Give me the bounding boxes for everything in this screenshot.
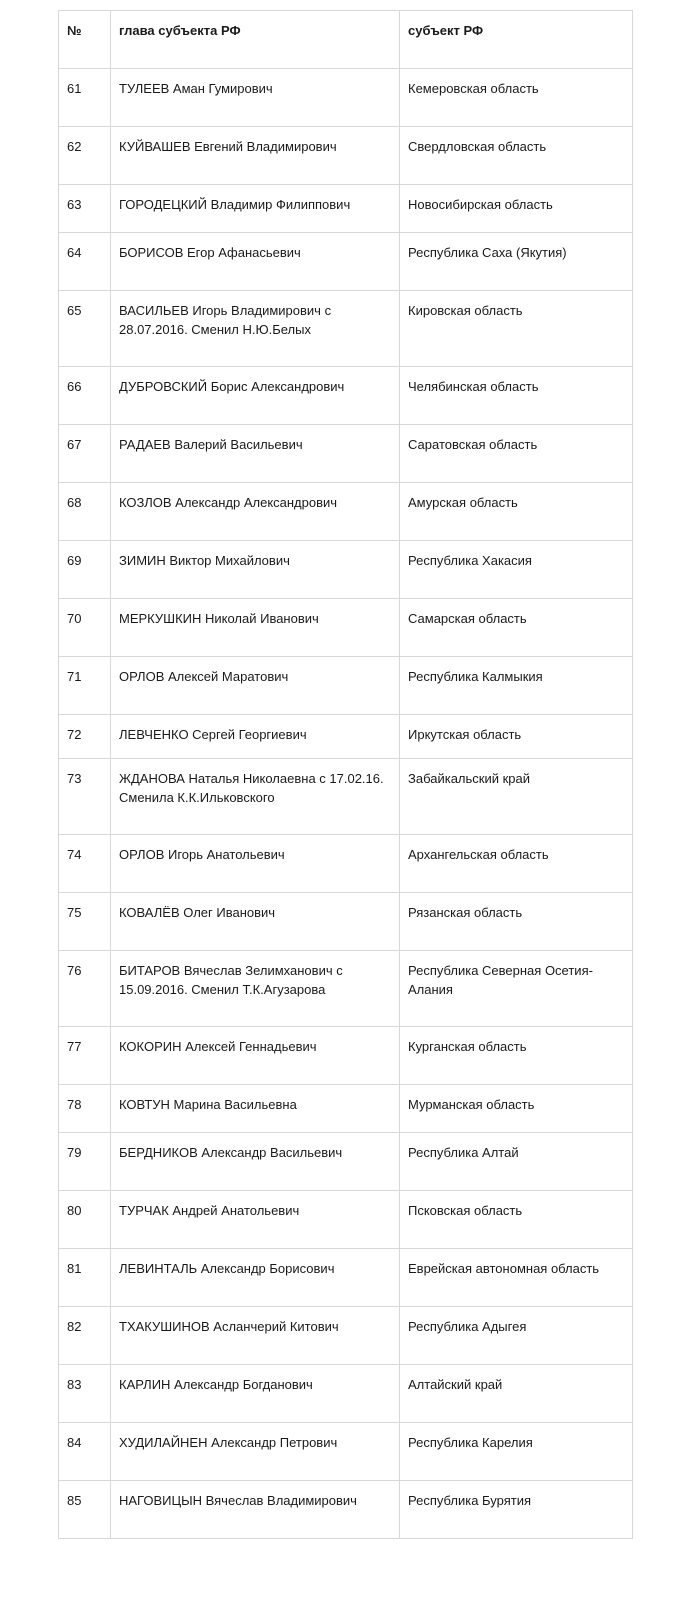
row-number: 63 <box>59 185 111 233</box>
row-number: 70 <box>59 599 111 657</box>
region-name: Республика Хакасия <box>400 541 633 599</box>
table-row <box>59 1423 633 1481</box>
region-head-name: КУЙВАШЕВ Евгений Владимирович <box>111 127 400 185</box>
region-name: Мурманская область <box>400 1085 633 1133</box>
table-row <box>59 367 633 425</box>
table-row <box>59 1249 633 1307</box>
table-row <box>59 483 633 541</box>
table-row <box>59 1307 633 1365</box>
table-row <box>59 127 633 185</box>
region-head-name: ЛЕВЧЕНКО Сергей Георгиевич <box>111 715 400 759</box>
region-name: Республика Алтай <box>400 1133 633 1191</box>
header-region: субъект РФ <box>400 11 633 69</box>
table-row <box>59 69 633 127</box>
region-head-name: ВАСИЛЬЕВ Игорь Владимирович с 28.07.2016. Сменил Н.Ю.Белых <box>111 291 400 367</box>
table-row <box>59 1027 633 1085</box>
header-region-head: глава субъекта РФ <box>111 11 400 69</box>
region-head-name: РАДАЕВ Валерий Васильевич <box>111 425 400 483</box>
table-row <box>59 657 633 715</box>
row-number: 73 <box>59 759 111 835</box>
region-name: Челябинская область <box>400 367 633 425</box>
region-name: Псковская область <box>400 1191 633 1249</box>
row-number: 64 <box>59 233 111 291</box>
region-head-name: ЖДАНОВА Наталья Николаевна с 17.02.16. Сменила К.К.Ильковского <box>111 759 400 835</box>
region-name: Новосибирская область <box>400 185 633 233</box>
table-row <box>59 893 633 951</box>
region-head-name: БЕРДНИКОВ Александр Васильевич <box>111 1133 400 1191</box>
region-name: Амурская область <box>400 483 633 541</box>
region-head-name: КОВТУН Марина Васильевна <box>111 1085 400 1133</box>
table-row <box>59 1365 633 1423</box>
region-name: Архангельская область <box>400 835 633 893</box>
region-head-name: КАРЛИН Александр Богданович <box>111 1365 400 1423</box>
region-head-name: БОРИСОВ Егор Афанасьевич <box>111 233 400 291</box>
row-number: 82 <box>59 1307 111 1365</box>
region-name: Республика Бурятия <box>400 1481 633 1539</box>
table-row <box>59 185 633 233</box>
region-head-name: КОКОРИН Алексей Геннадьевич <box>111 1027 400 1085</box>
region-name: Республика Северная Осетия-Алания <box>400 951 633 1027</box>
table-row <box>59 291 633 367</box>
row-number: 65 <box>59 291 111 367</box>
table-row <box>59 715 633 759</box>
table-header-row <box>59 11 633 69</box>
region-head-name: ТУЛЕЕВ Аман Гумирович <box>111 69 400 127</box>
header-number: № <box>59 11 111 69</box>
table-row <box>59 759 633 835</box>
region-name: Кировская область <box>400 291 633 367</box>
table-row <box>59 1133 633 1191</box>
row-number: 80 <box>59 1191 111 1249</box>
table-row <box>59 951 633 1027</box>
region-head-name: БИТАРОВ Вячеслав Зелимханович с 15.09.2016. Сменил Т.К.Агузарова <box>111 951 400 1027</box>
region-name: Алтайский край <box>400 1365 633 1423</box>
row-number: 78 <box>59 1085 111 1133</box>
table-row <box>59 1481 633 1539</box>
region-head-name: ГОРОДЕЦКИЙ Владимир Филиппович <box>111 185 400 233</box>
row-number: 79 <box>59 1133 111 1191</box>
row-number: 77 <box>59 1027 111 1085</box>
region-name: Республика Карелия <box>400 1423 633 1481</box>
row-number: 62 <box>59 127 111 185</box>
row-number: 69 <box>59 541 111 599</box>
region-name: Саратовская область <box>400 425 633 483</box>
table-row <box>59 599 633 657</box>
region-head-name: ОРЛОВ Игорь Анатольевич <box>111 835 400 893</box>
table-row <box>59 425 633 483</box>
row-number: 71 <box>59 657 111 715</box>
governors-table <box>58 10 633 1539</box>
region-head-name: КОВАЛЁВ Олег Иванович <box>111 893 400 951</box>
row-number: 83 <box>59 1365 111 1423</box>
region-name: Иркутская область <box>400 715 633 759</box>
row-number: 84 <box>59 1423 111 1481</box>
table-row <box>59 1191 633 1249</box>
region-head-name: ТХАКУШИНОВ Асланчерий Китович <box>111 1307 400 1365</box>
row-number: 66 <box>59 367 111 425</box>
row-number: 74 <box>59 835 111 893</box>
region-name: Рязанская область <box>400 893 633 951</box>
region-head-name: ЛЕВИНТАЛЬ Александр Борисович <box>111 1249 400 1307</box>
region-head-name: ЗИМИН Виктор Михайлович <box>111 541 400 599</box>
region-name: Республика Саха (Якутия) <box>400 233 633 291</box>
row-number: 72 <box>59 715 111 759</box>
region-name: Кемеровская область <box>400 69 633 127</box>
table-row <box>59 233 633 291</box>
region-name: Еврейская автономная область <box>400 1249 633 1307</box>
table-row <box>59 835 633 893</box>
region-name: Самарская область <box>400 599 633 657</box>
region-name: Забайкальский край <box>400 759 633 835</box>
region-head-name: ХУДИЛАЙНЕН Александр Петрович <box>111 1423 400 1481</box>
region-head-name: ДУБРОВСКИЙ Борис Александрович <box>111 367 400 425</box>
region-head-name: МЕРКУШКИН Николай Иванович <box>111 599 400 657</box>
region-name: Свердловская область <box>400 127 633 185</box>
row-number: 85 <box>59 1481 111 1539</box>
row-number: 75 <box>59 893 111 951</box>
row-number: 68 <box>59 483 111 541</box>
table-row <box>59 541 633 599</box>
region-name: Республика Калмыкия <box>400 657 633 715</box>
row-number: 81 <box>59 1249 111 1307</box>
region-head-name: ТУРЧАК Андрей Анатольевич <box>111 1191 400 1249</box>
region-name: Республика Адыгея <box>400 1307 633 1365</box>
row-number: 76 <box>59 951 111 1027</box>
row-number: 67 <box>59 425 111 483</box>
region-head-name: ОРЛОВ Алексей Маратович <box>111 657 400 715</box>
region-name: Курганская область <box>400 1027 633 1085</box>
region-head-name: КОЗЛОВ Александр Александрович <box>111 483 400 541</box>
row-number: 61 <box>59 69 111 127</box>
table-row <box>59 1085 633 1133</box>
region-head-name: НАГОВИЦЫН Вячеслав Владимирович <box>111 1481 400 1539</box>
